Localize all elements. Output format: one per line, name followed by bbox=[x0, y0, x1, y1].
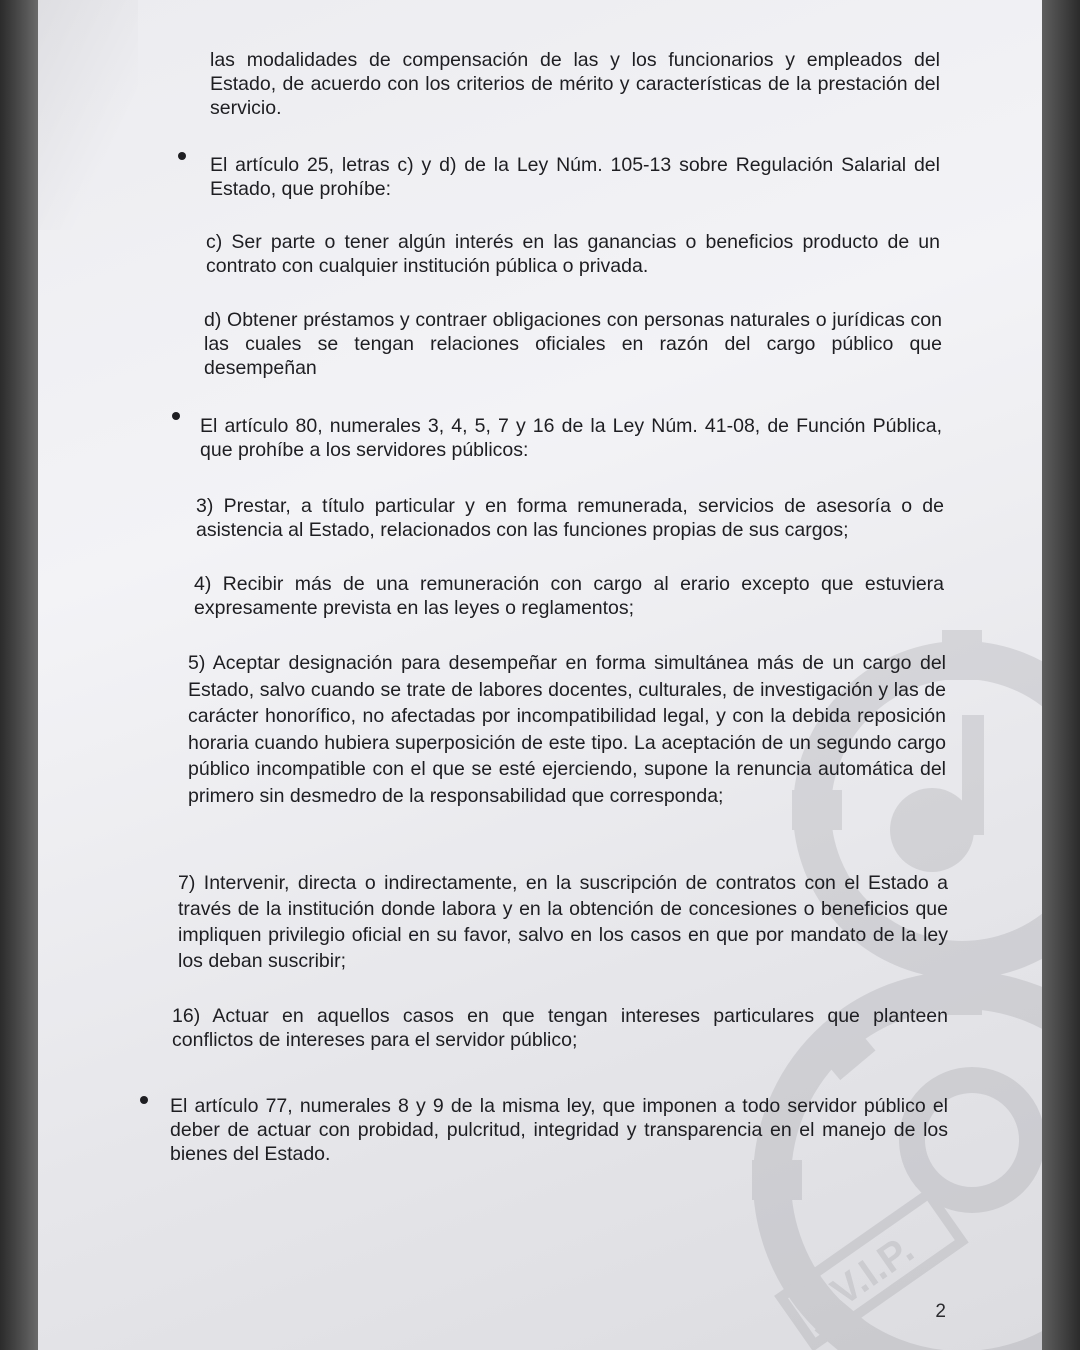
page-number: 2 bbox=[935, 1301, 946, 1322]
watermark-text: V.I.P. bbox=[823, 1227, 922, 1315]
left-background-edge bbox=[0, 0, 38, 1350]
list-item-80-7: 7) Intervenir, directa o indirectamente, en la suscripción de contratos con el Estado a través de la institución donde labora y en la obtención de concesiones o beneficios que impliquen privilegio oficial en su favor, salvo en los casos en que por mandato de la ley los deban suscribir; bbox=[178, 872, 948, 972]
bullet-article-77: El artículo 77, numerales 8 y 9 de la misma ley, que imponen a todo servidor público el deber de actuar con probidad, pulcritud, integridad y transparencia en el manejo de los bienes del Estado. bbox=[170, 1095, 948, 1165]
list-item-25c: c) Ser parte o tener algún interés en las ganancias o beneficios producto de un contrato con cualquier institución pública o privada. bbox=[206, 231, 940, 277]
bullet-article-25: El artículo 25, letras c) y d) de la Ley Núm. 105-13 sobre Regulación Salarial del Estado, que prohíbe: bbox=[210, 154, 940, 200]
bullet-marker bbox=[172, 412, 180, 420]
list-item-80-4: 4) Recibir más de una remuneración con cargo al erario excepto que estuviera expresamente prevista en las leyes o reglamentos; bbox=[194, 573, 944, 619]
document-page bbox=[38, 0, 1042, 1350]
list-item-25d: d) Obtener préstamos y contraer obligaciones con personas naturales o jurídicas con las cuales se tengan relaciones oficiales en razón del cargo público que desempeñan bbox=[204, 309, 942, 379]
bullet-article-80: El artículo 80, numerales 3, 4, 5, 7 y 16 de la Ley Núm. 41-08, de Función Pública, que prohíbe a los servidores públicos: bbox=[200, 415, 942, 461]
list-item-80-3: 3) Prestar, a título particular y en forma remunerada, servicios de asesoría o de asistencia al Estado, relacionados con las funciones propias de sus cargos; bbox=[196, 495, 944, 541]
document-body bbox=[38, 0, 1042, 1350]
list-item-80-5: 5) Aceptar designación para desempeñar en forma simultánea más de un cargo del Estado, salvo cuando se trate de labores docentes, culturales, de investigación y las de carácter honorífico, no afectadas por incompatibilidad legal, y con la debida reposición horaria cuando hubiera superposición de este tipo. La aceptación de un segundo cargo público incompatible con el que se esté ejerciendo, supone la renuncia automática del primero sin desmedro de la responsabilidad que corresponda; bbox=[188, 652, 946, 807]
bullet-marker bbox=[178, 152, 186, 160]
list-item-80-16: 16) Actuar en aquellos casos en que tengan intereses particulares que planteen conflictos de intereses para el servidor público; bbox=[172, 1005, 948, 1051]
intro-paragraph: las modalidades de compensación de las y los funcionarios y empleados del Estado, de acuerdo con los criterios de mérito y características de la prestación del servicio. bbox=[210, 49, 940, 119]
bullet-marker bbox=[140, 1096, 148, 1104]
right-background-edge bbox=[1042, 0, 1080, 1350]
